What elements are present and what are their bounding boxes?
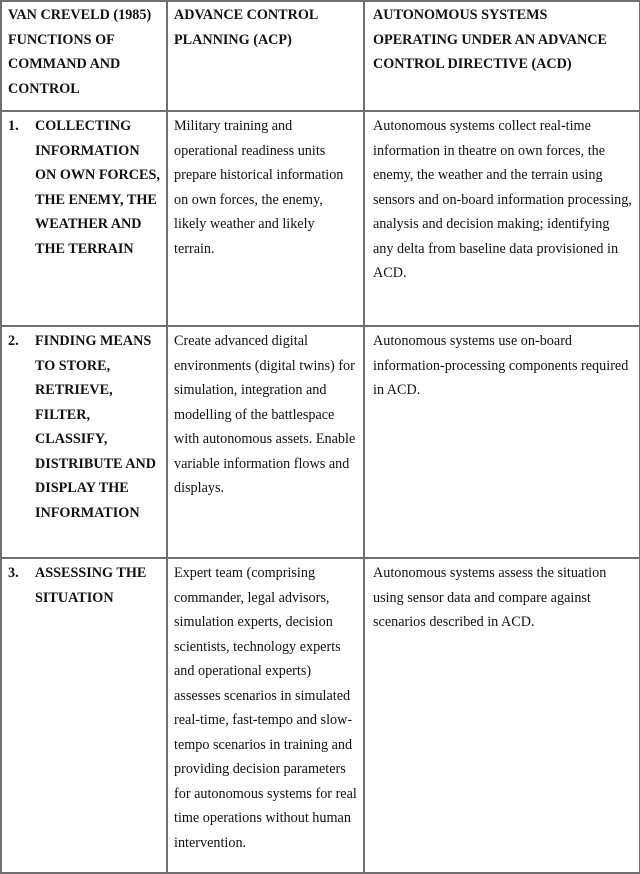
table-row [1, 111, 640, 326]
function-cell [1, 326, 167, 558]
row-number: 2. [8, 333, 19, 349]
acd-cell: Autonomous systems use on-board information-processing components required in ACD. [364, 326, 640, 558]
table-row [1, 558, 640, 873]
header-cell-acp [167, 1, 364, 111]
table-header-row [1, 1, 640, 111]
header-label: VAN CREVELD (1985) FUNCTIONS OF COMMAND AND CONTROL [8, 7, 152, 97]
function-cell [1, 111, 167, 326]
function-label: FINDING MEANS TO STORE, RETRIEVE, FILTER, CLASSIFY, DISTRIBUTE AND DISPLAY THE INFORMATION [35, 333, 157, 521]
header-label: ADVANCE CONTROL PLANNING (ACP) [174, 7, 318, 48]
header-cell-acd [364, 1, 640, 111]
table-row [1, 326, 640, 558]
row-number: 3. [8, 565, 19, 581]
function-label: COLLECTING INFORMATION ON OWN FORCES, THE ENEMY, THE WEATHER AND THE TERRAIN [35, 118, 160, 257]
function-label: ASSESSING THE SITUATION [35, 565, 147, 606]
acp-cell: Create advanced digital environments (digital twins) for simulation, integration and modelling of the battlespace with autonomous assets. Enable variable information flows and displays. [167, 326, 364, 558]
header-cell-van-creveld [1, 1, 167, 111]
row-number: 1. [8, 118, 19, 134]
acd-cell: Autonomous systems collect real-time information in theatre on own forces, the enemy, the weather and the terrain using sensors and on-board information processing, analysis and decision making; identifying any delta from baseline data provisioned in ACD. [364, 111, 640, 326]
function-cell [1, 558, 167, 873]
header-label: AUTONOMOUS SYSTEMS OPERATING UNDER AN ADVANCE CONTROL DIRECTIVE (ACD) [373, 7, 607, 72]
acd-cell: Autonomous systems assess the situation using sensor data and compare against scenarios described in ACD. [364, 558, 640, 873]
acp-cell: Expert team (comprising commander, legal advisors, simulation experts, decision scientists, technology experts and operational experts) assesses scenarios in simulated real-time, fast-tempo and slow-tempo scenarios in training and providing decision parameters for autonomous systems for real time operations without human intervention. [167, 558, 364, 873]
acp-cell: Military training and operational readiness units prepare historical information on own forces, the enemy, likely weather and likely terrain. [167, 111, 364, 326]
